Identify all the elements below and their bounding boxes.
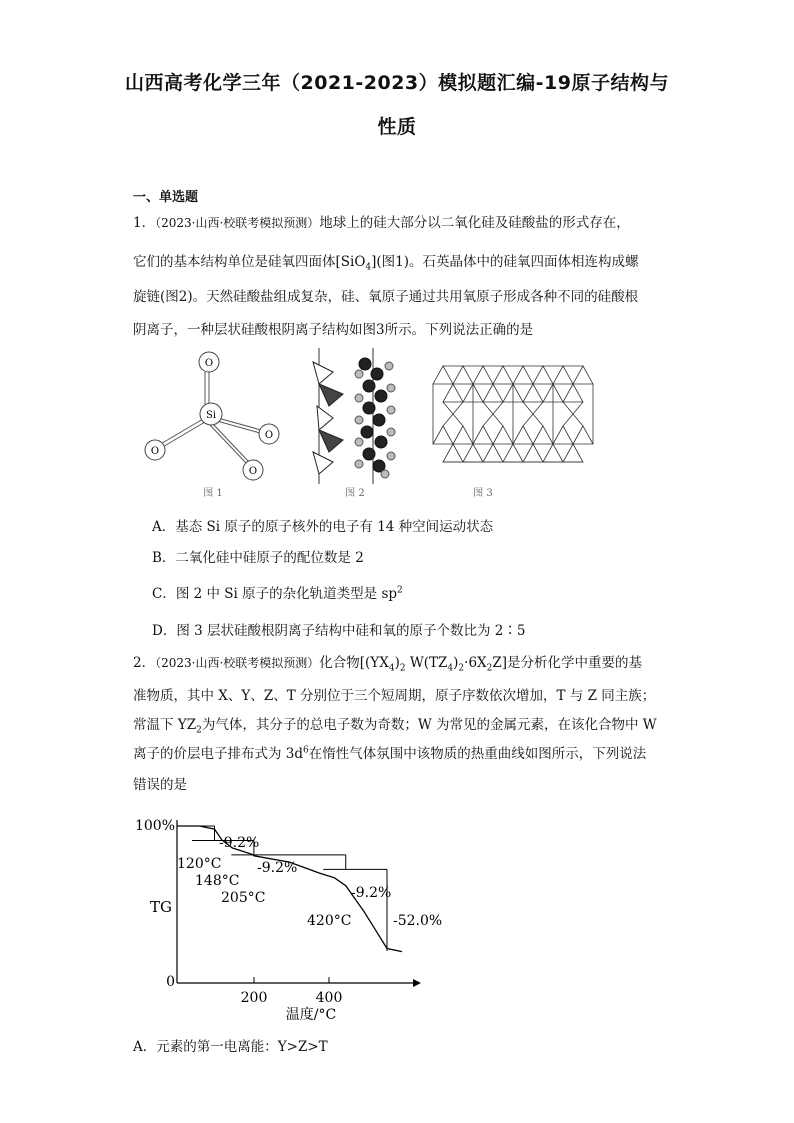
document-title: 山西高考化学三年（2021-2023）模拟题汇编-19原子结构与 [125, 72, 669, 94]
thermogravimetric-chart [125, 808, 455, 1023]
q2-line-4 [133, 742, 646, 762]
step-label-1: -9.2% [219, 835, 260, 851]
fig2-caption: 图 2 [345, 488, 365, 499]
step-label-2: -9.2% [257, 860, 298, 876]
section-heading: 一、单选题 [133, 190, 199, 205]
q1-option-c[interactable] [152, 582, 403, 602]
q1-option-d[interactable]: D．图 3 层状硅酸根阴离子结构中硅和氧的原子个数比为 2∶5 [152, 623, 526, 639]
q2-formula-sub: 2 [399, 663, 406, 674]
q2-formula-sub: 2 [458, 663, 465, 674]
temp-label-420: 420°C [307, 913, 352, 929]
q2-formula-part: ·6X [464, 655, 487, 671]
temp-label-148: 148°C [195, 873, 240, 889]
step-label-4: -52.0% [393, 913, 443, 929]
q2-source: （2023·山西·校联考模拟预测） [155, 656, 320, 670]
q1-line-3: 旋链(图2)。天然硅酸盐组成复杂，硅、氧原子通过共用氧原子形成各种不同的硅酸根 [133, 289, 639, 305]
q2-formula-sub: 4 [447, 663, 454, 674]
fig1-o-label: O [248, 466, 258, 477]
q1-option-c-text: C．图 2 中 Si 原子的杂化轨道类型是 sp [152, 586, 398, 602]
q1-source: （2023·山西·校联考模拟预测） [155, 216, 320, 230]
y-axis-label: TG [150, 898, 172, 916]
q1-line-2 [133, 250, 639, 273]
fig1-o-label: O [150, 446, 160, 457]
q2-sup: 6 [303, 745, 309, 756]
q1-option-b[interactable]: B．二氧化硅中硅原子的配位数是 2 [152, 550, 364, 566]
q2-formula-sub: 4 [388, 663, 395, 674]
fig1-si-label: Si [205, 410, 217, 421]
silicate-figures [133, 344, 673, 504]
document-title-continued: 性质 [377, 116, 417, 138]
x-axis-arrow-icon [413, 979, 421, 987]
x-tick-200: 200 [240, 990, 268, 1006]
q1-number: 1． [133, 215, 156, 231]
q2-line-3 [133, 713, 657, 736]
q2-option-a[interactable]: A．元素的第一电离能：Y>Z>T [133, 1039, 328, 1055]
step-label-3: -9.2% [351, 885, 392, 901]
x-axis-label: 温度/°C [285, 1007, 337, 1023]
q1-option-c-sup: 2 [397, 585, 403, 596]
y-tick-100: 100% [134, 818, 175, 834]
fig1-o-label: O [264, 430, 274, 441]
fig3-caption: 图 3 [473, 488, 493, 499]
q1-line-4: 阴离子，一种层状硅酸根阴离子结构如图3所示。下列说法正确的是 [133, 322, 534, 338]
x-tick-400: 400 [315, 990, 343, 1006]
q2-line-2: 准物质，其中 X、Y、Z、T 分别位于三个短周期，原子序数依次增加，T 与 Z 同主族； [133, 688, 656, 704]
temp-label-120: 120°C [177, 856, 222, 872]
q2-formula-part: ) [453, 655, 459, 671]
q1-text-2b: ](图1)。石英晶体中的硅氧四面体相连构成螺 [371, 254, 639, 270]
q2-text-4a: 离子的价层电子排布式为 3d [133, 746, 304, 762]
q2-formula-part: 化合物[(YX [319, 655, 389, 671]
q2-text-3b: 为气体，其分子的总电子数为奇数；W 为常见的金属元素，在该化合物中 W [201, 717, 657, 733]
q2-sub: 2 [196, 725, 202, 736]
fig1-caption: 图 1 [203, 488, 223, 499]
q1-text-2a: 它们的基本结构单位是硅氧四面体[SiO [133, 254, 366, 270]
q1-text-1: 地球上的硅大部分以二氧化硅及硅酸盐的形式存在， [319, 215, 630, 231]
figure-3-layered-silicate [433, 366, 593, 499]
q2-formula-part: ) [394, 655, 400, 671]
q2-text-3a: 常温下 YZ [133, 717, 197, 733]
fig1-o-label: O [204, 358, 214, 369]
q2-line-1 [133, 651, 642, 674]
q2-formula-sub: 2 [486, 663, 493, 674]
q2-text-4b: 在惰性气体氛围中该物质的热重曲线如图所示，下列说法 [308, 746, 647, 762]
temp-label-205: 205°C [221, 890, 266, 906]
q2-formula-part: W(TZ [405, 655, 448, 671]
figure-2-spiral-chain [313, 348, 395, 499]
q2-line-5: 错误的是 [133, 777, 187, 793]
q1-sub: 4 [365, 262, 372, 273]
figure-1-tetrahedron [145, 352, 279, 499]
q2-text-1: Z]是分析化学中重要的基 [492, 655, 643, 671]
y-tick-0: 0 [166, 974, 175, 990]
q1-option-a[interactable]: A．基态 Si 原子的原子核外的电子有 14 种空间运动状态 [152, 519, 494, 535]
q2-number: 2． [133, 655, 156, 671]
q1-line-1 [133, 211, 630, 231]
